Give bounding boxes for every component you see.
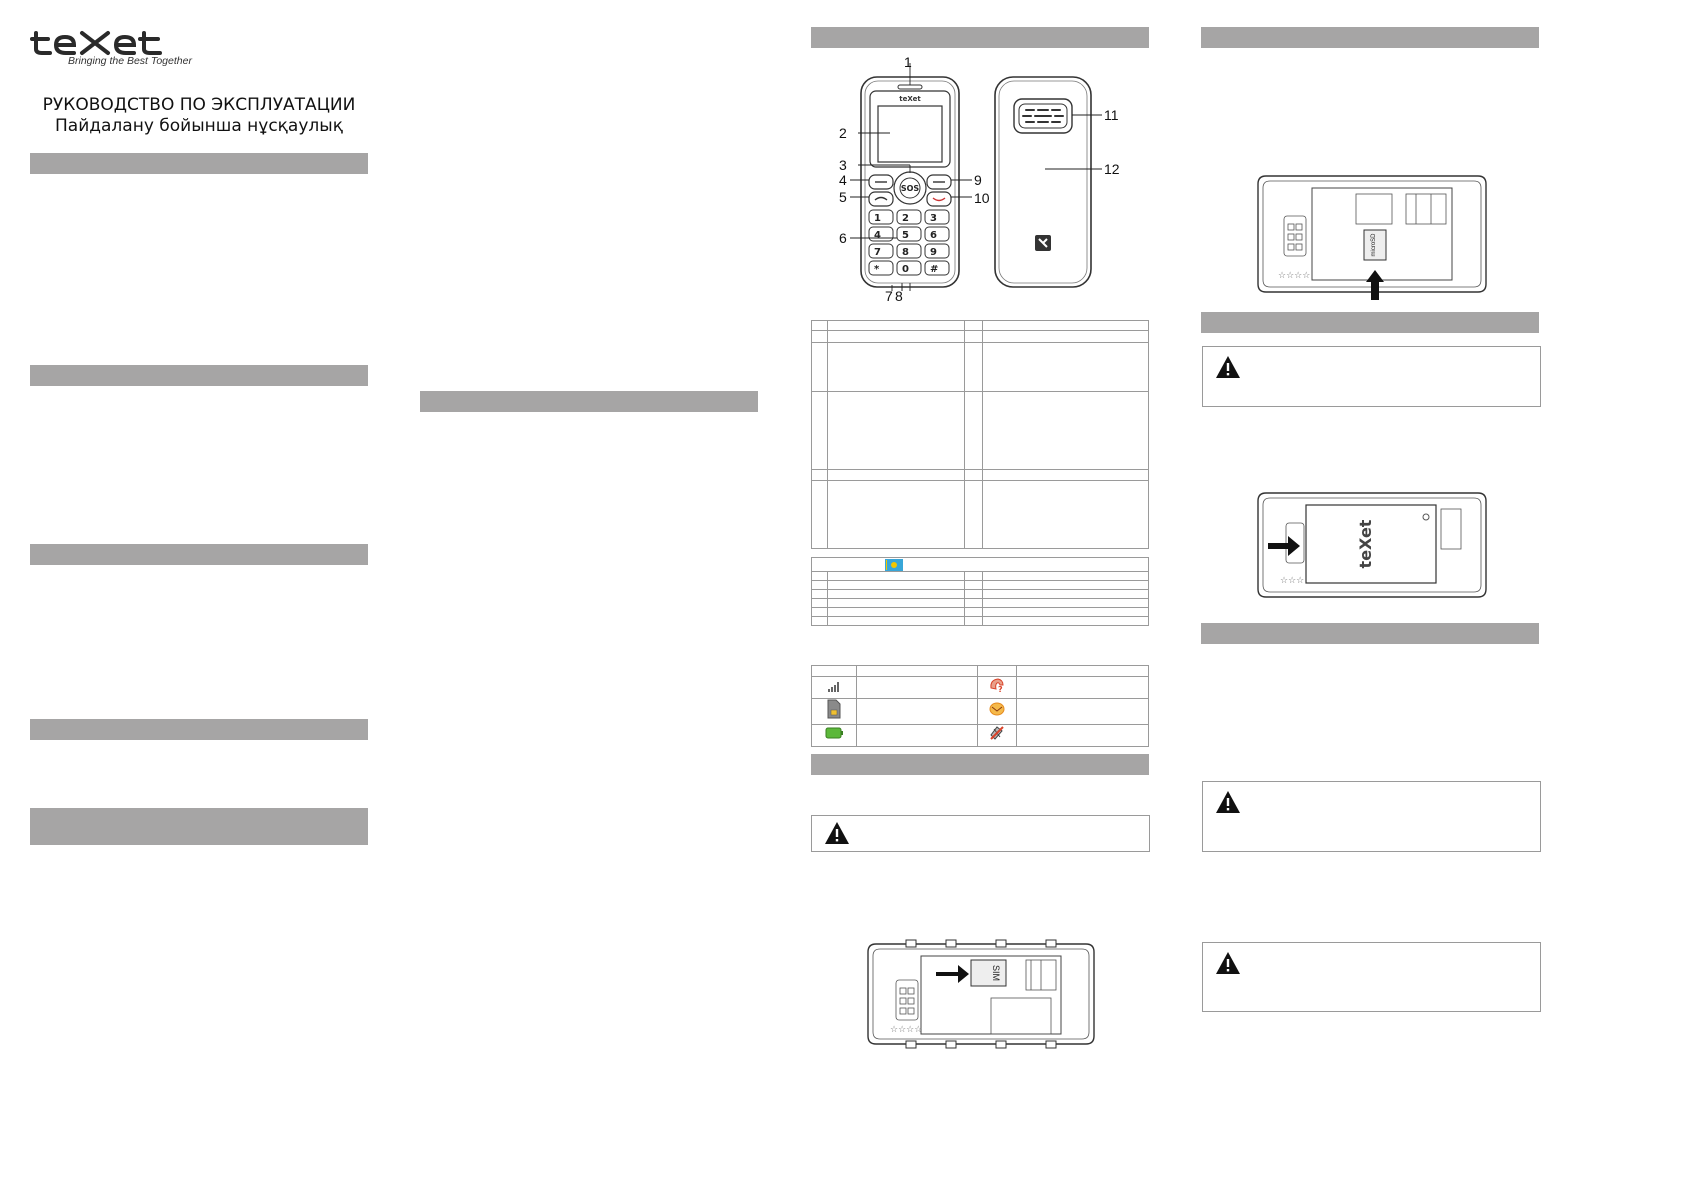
callout-8: 8 — [895, 288, 903, 304]
key-1: 1 — [874, 213, 881, 224]
warning-box — [1202, 346, 1541, 407]
warning-box — [1202, 942, 1541, 1012]
section-header-bar — [811, 27, 1149, 48]
section-header-bar — [811, 754, 1149, 775]
callout-3: 3 — [839, 157, 847, 173]
key-0: 0 — [902, 264, 909, 275]
callout-12: 12 — [1104, 161, 1120, 177]
callout-2: 2 — [839, 125, 847, 141]
battery-insert-diagram — [1256, 489, 1488, 601]
microsd-label: microSD — [1371, 233, 1377, 257]
svg-text:?: ? — [998, 685, 1003, 693]
status-icons-table — [811, 665, 1149, 747]
sos-key-label: SOS — [900, 184, 920, 193]
key-5: 5 — [902, 230, 909, 241]
key-2: 2 — [902, 213, 909, 224]
signal-strength-icon — [827, 680, 841, 692]
key-star: * — [874, 264, 880, 275]
svg-text:☆☆☆☆: ☆☆☆☆ — [1278, 271, 1311, 281]
key-9: 9 — [930, 247, 937, 258]
key-6: 6 — [930, 230, 937, 241]
callout-4: 4 — [839, 172, 847, 188]
section-header-bar — [30, 153, 368, 174]
phone-front-diagram — [830, 55, 1150, 305]
key-3: 3 — [930, 213, 937, 224]
section-header-bar — [30, 719, 368, 740]
callout-10: 10 — [974, 190, 990, 206]
svg-text:☆☆☆☆: ☆☆☆☆ — [890, 1025, 923, 1035]
warning-triangle-icon — [1215, 790, 1241, 814]
sim-insert-diagram — [866, 938, 1096, 1050]
page-title: РУКОВОДСТВО ПО ЭКСПЛУАТАЦИИ — [42, 95, 356, 115]
warning-triangle-icon — [824, 821, 850, 845]
missed-call-icon — [988, 677, 1006, 693]
section-header-bar — [1201, 623, 1539, 644]
key-4: 4 — [874, 230, 881, 241]
sim-card-icon — [826, 699, 842, 719]
kazakhstan-flag-icon — [885, 559, 903, 571]
svg-text:☆☆☆: ☆☆☆ — [1280, 576, 1305, 586]
battery-icon — [825, 726, 843, 740]
sim-label: SIM — [991, 964, 1001, 982]
section-header-bar — [1201, 27, 1539, 48]
callout-6: 6 — [839, 230, 847, 246]
callout-5: 5 — [839, 189, 847, 205]
warning-triangle-icon — [1215, 355, 1241, 379]
language-table — [811, 557, 1149, 626]
section-header-bar — [30, 808, 368, 845]
warning-box — [1202, 781, 1541, 852]
section-header-bar — [1201, 312, 1539, 333]
memory-card-insert-diagram — [1256, 172, 1488, 300]
callout-1: 1 — [904, 55, 912, 70]
key-7: 7 — [874, 247, 881, 258]
callout-7: 7 — [885, 288, 893, 304]
brand-tagline: Bringing the Best Together — [68, 55, 192, 67]
callout-9: 9 — [974, 172, 982, 188]
silent-mode-icon — [989, 725, 1005, 741]
section-header-bar — [30, 365, 368, 386]
callout-11: 11 — [1104, 107, 1119, 123]
key-hash: # — [930, 264, 939, 275]
unread-message-icon — [989, 702, 1005, 716]
page-subtitle: Пайдалану бойынша нұсқаулық — [55, 116, 343, 136]
keys-table — [811, 320, 1149, 549]
warning-triangle-icon — [1215, 951, 1241, 975]
key-8: 8 — [902, 247, 909, 258]
section-header-bar — [420, 391, 758, 412]
section-header-bar — [30, 544, 368, 565]
warning-box — [811, 815, 1150, 852]
svg-text:teXet: teXet — [899, 95, 921, 103]
battery-brand-label: teXet — [1356, 519, 1375, 569]
